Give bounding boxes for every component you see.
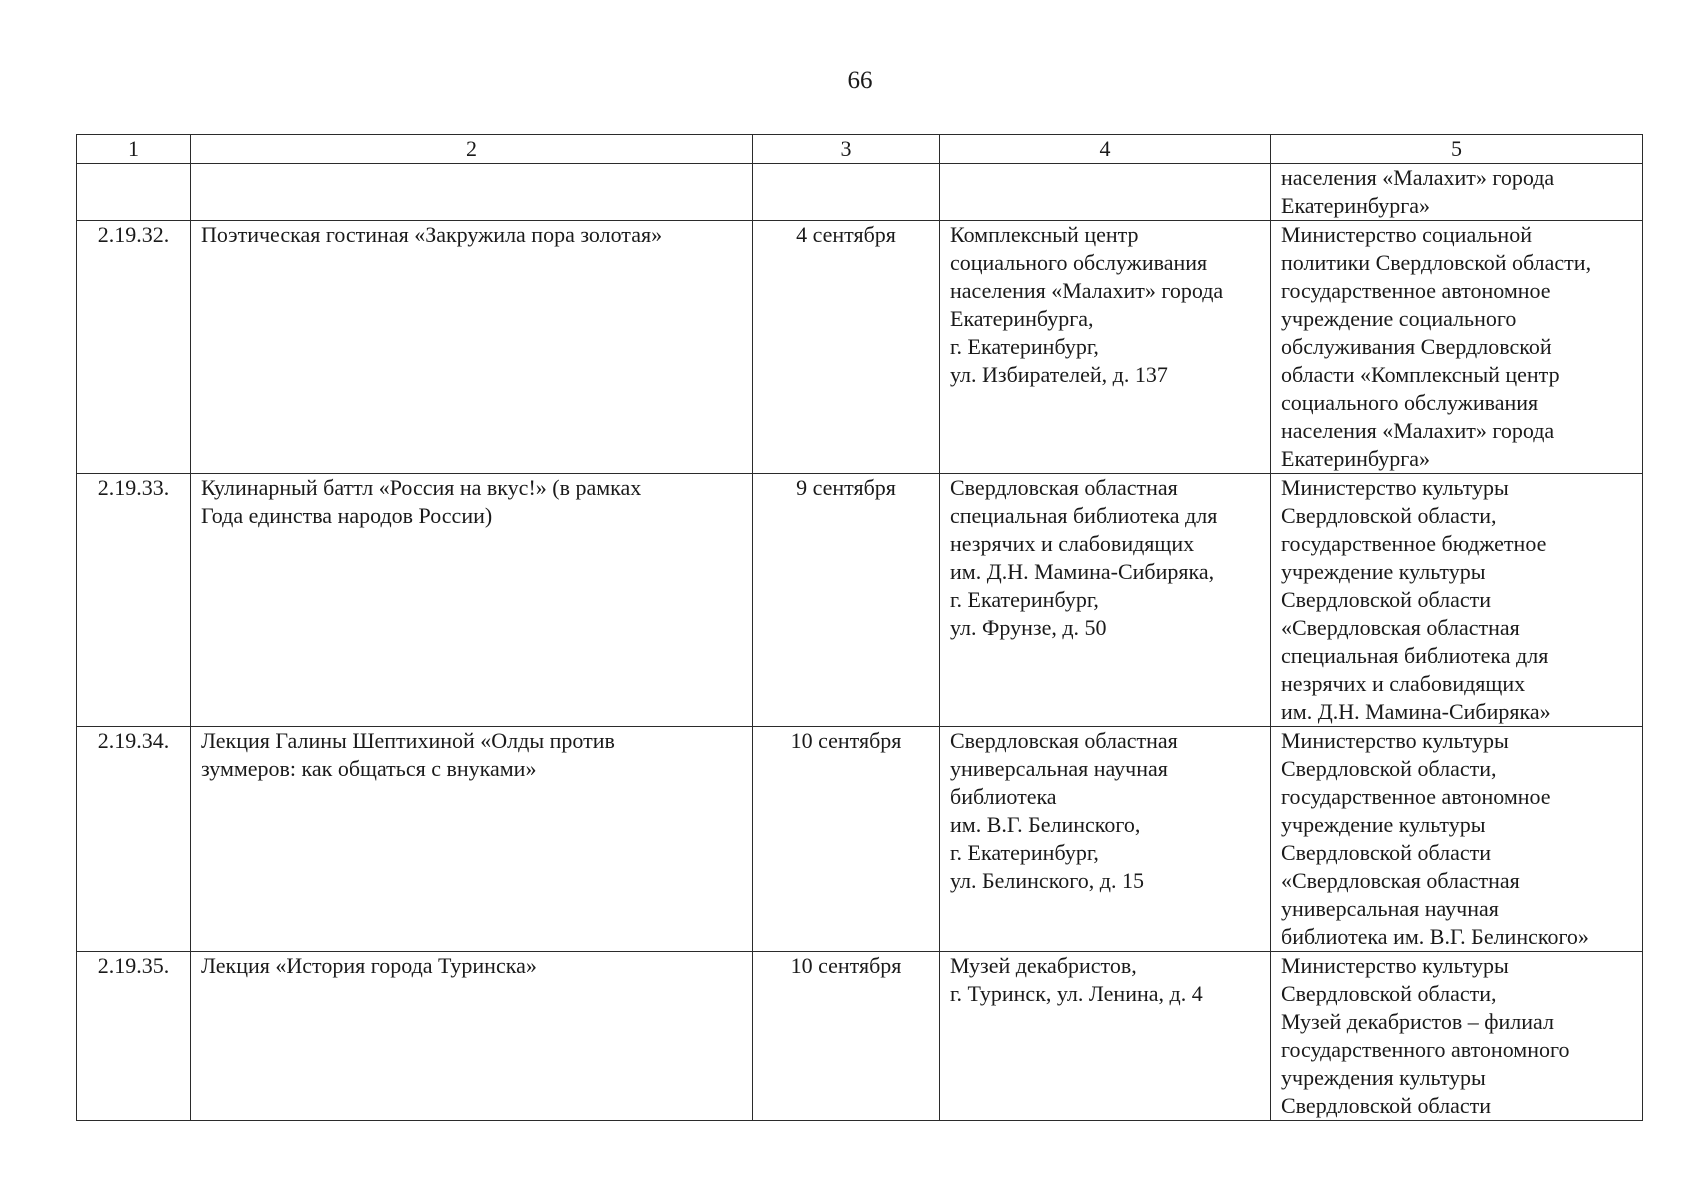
cell-date: 10 сентября — [753, 727, 940, 952]
table-row — [77, 474, 1643, 727]
cell-venue: Музей декабристов, г. Туринск, ул. Ленина, д. 4 — [940, 952, 1271, 1121]
page-number: 66 — [847, 67, 873, 94]
cell-venue: Свердловская областная специальная библиотека для незрячих и слабовидящих им. Д.Н. Мамина-Сибиряка, г. Екатеринбург, ул. Фрунзе, д. 50 — [940, 474, 1271, 727]
cell-organizer: Министерство социальной политики Свердловской области, государственное автономное учреждение социального обслуживания Свердловской области «Комплексный центр социального обслуживания населения «Малахит» города Екатеринбурга» — [1271, 221, 1643, 474]
column-header-4: 4 — [940, 135, 1271, 164]
column-header-1: 1 — [77, 135, 191, 164]
cell-organizer: Министерство культуры Свердловской области, Музей декабристов – филиал государственного автономного учреждения культуры Свердловской области — [1271, 952, 1643, 1121]
cell-venue — [940, 164, 1271, 221]
table-row-continuation — [77, 164, 1643, 221]
cell-event-title: Лекция «История города Туринска» — [191, 952, 753, 1121]
table-row — [77, 221, 1643, 474]
cell-number: 2.19.35. — [77, 952, 191, 1121]
cell-event-title: Кулинарный баттл «Россия на вкус!» (в рамках Года единства народов России) — [191, 474, 753, 727]
cell-venue: Свердловская областная универсальная научная библиотека им. В.Г. Белинского, г. Екатеринбург, ул. Белинского, д. 15 — [940, 727, 1271, 952]
cell-organizer: Министерство культуры Свердловской области, государственное бюджетное учреждение культуры Свердловской области «Свердловская областная специальная библиотека для незрячих и слабовидящих им. Д.Н. Мамина-Сибиряка» — [1271, 474, 1643, 727]
events-table — [76, 134, 1643, 1121]
column-header-5: 5 — [1271, 135, 1643, 164]
cell-date — [753, 164, 940, 221]
cell-date: 9 сентября — [753, 474, 940, 727]
table-header-row — [77, 135, 1643, 164]
table-row — [77, 727, 1643, 952]
cell-number: 2.19.34. — [77, 727, 191, 952]
cell-organizer: населения «Малахит» города Екатеринбурга» — [1271, 164, 1643, 221]
cell-number — [77, 164, 191, 221]
cell-date: 4 сентября — [753, 221, 940, 474]
cell-number: 2.19.33. — [77, 474, 191, 727]
cell-date: 10 сентября — [753, 952, 940, 1121]
cell-organizer: Министерство культуры Свердловской области, государственное автономное учреждение культуры Свердловской области «Свердловская областная универсальная научная библиотека им. В.Г. Белинского» — [1271, 727, 1643, 952]
cell-number: 2.19.32. — [77, 221, 191, 474]
cell-event-title: Поэтическая гостиная «Закружила пора золотая» — [191, 221, 753, 474]
cell-event-title: Лекция Галины Шептихиной «Олды против зуммеров: как общаться с внуками» — [191, 727, 753, 952]
cell-event-title — [191, 164, 753, 221]
column-header-2: 2 — [191, 135, 753, 164]
cell-venue: Комплексный центр социального обслуживания населения «Малахит» города Екатеринбурга, г. Екатеринбург, ул. Избирателей, д. 137 — [940, 221, 1271, 474]
table-row — [77, 952, 1643, 1121]
column-header-3: 3 — [753, 135, 940, 164]
